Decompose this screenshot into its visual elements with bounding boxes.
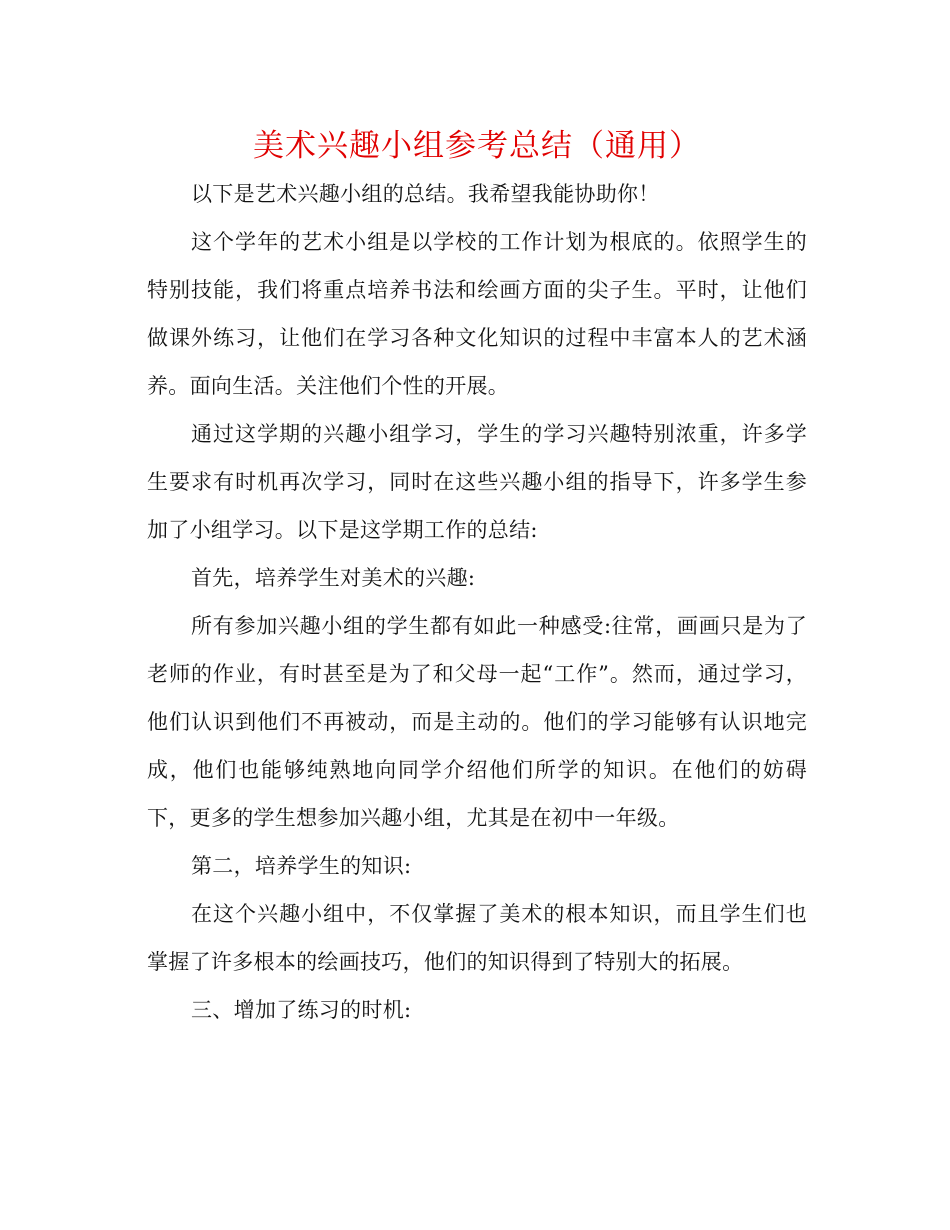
paragraph-intro: 以下是艺术兴趣小组的总结。我希望我能协助你！ xyxy=(191,182,660,206)
section-heading-practice: 三、增加了练习的时机: xyxy=(191,998,412,1022)
paragraph-knowledge: 在这个兴趣小组中，不仅掌握了美术的根本知识，而且学生们也掌握了许多根本的绘画技巧，他们的知识得到了特别大的拓展。 xyxy=(147,902,807,974)
document-content xyxy=(147,122,807,1034)
paragraph-interest: 所有参加兴趣小组的学生都有如此一种感受:往常，画画只是为了老师的作业，有时甚至是为了和父母一起“工作”。然而，通过学习，他们认识到他们不再被动，而是主动的。他们的学习能够有认识地完成，他们也能够纯熟地向同学介绍他们所学的知识。在他们的妨碍下，更多的学生想参加兴趣小组，尤其是在初中一年级。 xyxy=(147,614,807,830)
paragraph-overview: 通过这学期的兴趣小组学习，学生的学习兴趣特别浓重，许多学生要求有时机再次学习，同时在这些兴趣小组的指导下，许多学生参加了小组学习。以下是这学期工作的总结: xyxy=(147,422,807,542)
document-title: 美术兴趣小组参考总结（通用） xyxy=(253,128,701,164)
section-heading-knowledge: 第二，培养学生的知识: xyxy=(191,854,412,878)
section-heading-interest: 首先，培养学生对美术的兴趣: xyxy=(191,566,476,590)
paragraph-background: 这个学年的艺术小组是以学校的工作计划为根底的。依照学生的特别技能，我们将重点培养书法和绘画方面的尖子生。平时，让他们做课外练习，让他们在学习各种文化知识的过程中丰富本人的艺术涵养。面向生活。关注他们个性的开展。 xyxy=(147,230,807,398)
